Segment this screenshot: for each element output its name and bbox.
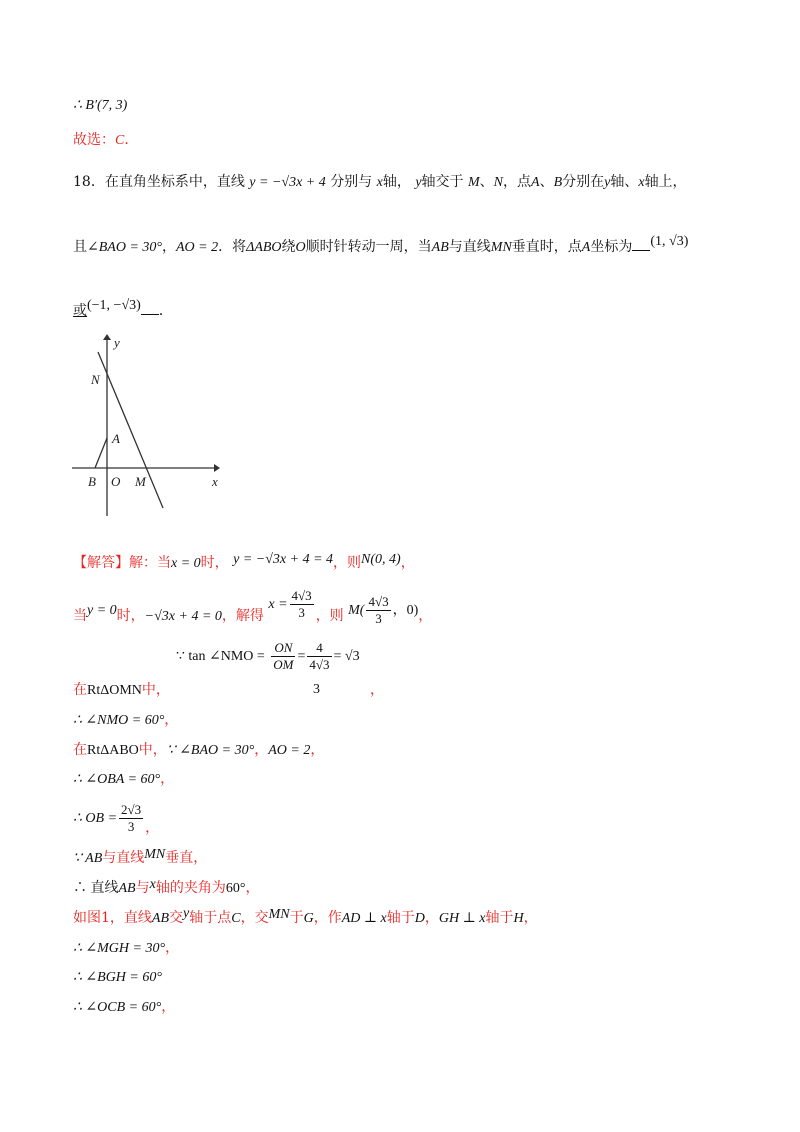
- solution-text: 交: [169, 910, 184, 926]
- fraction-denominator: 3: [127, 818, 135, 834]
- point-m-coords: [348, 592, 418, 629]
- line-mn: [98, 352, 163, 508]
- solution-tan-line: [176, 638, 360, 675]
- fraction-denominator: 3: [375, 610, 382, 626]
- segment-ab: AB: [118, 881, 136, 896]
- answer-2: (−1, −√3): [87, 298, 141, 313]
- math-expr: ∴ ∠OCB = 60°: [73, 1000, 162, 1015]
- var-y: y: [604, 175, 611, 190]
- question-text: 分别与: [330, 174, 373, 190]
- solution-text: 中，: [141, 682, 170, 698]
- solution-line-2: [73, 587, 433, 635]
- solution-text: 时，: [116, 608, 145, 624]
- math-expr: ∴ ∠OBA = 60°: [73, 772, 161, 787]
- solution-text: ，则: [315, 608, 344, 624]
- math-expr: ∵ ∠BAO = 30°: [166, 743, 255, 758]
- tan-comma: ，: [370, 682, 384, 698]
- solution-line-1: [73, 553, 415, 574]
- label-a: A: [112, 431, 120, 446]
- var-x: x: [376, 175, 383, 190]
- solution-line-4: [73, 680, 170, 701]
- triangle-abo: RtΔABO: [87, 743, 139, 758]
- solution-text: ，: [400, 555, 415, 571]
- label-b: B: [88, 474, 96, 489]
- fraction-on-om: [271, 640, 295, 673]
- question-text: 轴，: [382, 174, 411, 190]
- solution-text: ，: [165, 940, 180, 956]
- solution-text: 时，: [200, 555, 229, 571]
- var-x: x: [638, 175, 645, 190]
- tan-denominator-3: 3: [313, 682, 320, 697]
- var-x: x: [149, 877, 156, 892]
- coordinate-figure: [64, 330, 224, 520]
- triangle-omn: RtΔOMN: [87, 683, 142, 698]
- solution-text: 当: [73, 608, 87, 624]
- label-o: O: [111, 474, 121, 489]
- solution-text: ，交: [240, 910, 269, 926]
- math-expr: M(: [348, 603, 365, 618]
- point-m: M: [467, 175, 480, 190]
- math-expr: = √3: [333, 649, 360, 664]
- question-text: 垂直时，点: [511, 239, 582, 255]
- math-expr: y = −√3x + 4 = 4: [233, 552, 334, 567]
- question-text: 、: [539, 174, 554, 190]
- solution-text: 在: [73, 742, 87, 758]
- point-c: C: [231, 911, 241, 926]
- point-a: A: [531, 175, 540, 190]
- solution-text: ，: [254, 742, 269, 758]
- question-18-line-2: [73, 236, 688, 258]
- solution-line-7: [73, 769, 174, 790]
- solution-text: ，: [160, 771, 175, 787]
- fraction-numerator: 4: [307, 640, 331, 657]
- question-text: 、: [479, 174, 494, 190]
- fraction-4-over: [307, 640, 331, 673]
- conclusion-b-prime: ∴ B′(7, 3): [73, 98, 128, 113]
- solution-line-13: [73, 967, 162, 988]
- answer-prefix: 故选：: [73, 132, 115, 148]
- question-text: 18．在直角坐标系中，直线: [73, 174, 245, 190]
- solution-line-10: [73, 878, 259, 899]
- solution-text: 与直线: [102, 850, 145, 866]
- question-text: 轴上，: [644, 174, 687, 190]
- math-expr: GH ⊥ x: [438, 911, 486, 926]
- solution-text: 轴于: [386, 910, 415, 926]
- length-ao: AO = 2: [176, 240, 219, 255]
- math-expr: −√3x + 4 = 0: [144, 609, 222, 624]
- answer-1: (1, √3): [650, 234, 689, 249]
- question-text: 与直线: [448, 239, 491, 255]
- question-text: 顺时针转动一周，当: [305, 239, 432, 255]
- fraction-denominator: OM: [273, 656, 294, 672]
- point-b: B: [553, 175, 563, 190]
- label-n: N: [91, 372, 100, 387]
- question-text: 绕: [281, 239, 296, 255]
- math-expr: ∵ AB: [73, 851, 103, 866]
- solution-line-12: [73, 938, 179, 959]
- y-axis-arrow: [103, 334, 111, 340]
- solution-text: 轴于点: [189, 910, 232, 926]
- point-g: G: [303, 911, 314, 926]
- line-mn: MN: [144, 847, 166, 862]
- math-expr: ∴ OB =: [73, 811, 118, 826]
- triangle-abo: ΔABO: [246, 240, 282, 255]
- question-text: ，点: [503, 174, 531, 190]
- solution-text: 与: [135, 880, 150, 896]
- math-expr: x =: [268, 597, 288, 612]
- math-expr: ∴ ∠BGH = 60°: [73, 970, 162, 985]
- question-text: 分别在: [562, 174, 605, 190]
- solution-text: ，则: [333, 555, 362, 571]
- point-o: O: [295, 240, 306, 255]
- answer-or: 或: [73, 303, 87, 319]
- label-y: y: [114, 335, 120, 350]
- solution-text: ，解得: [221, 608, 264, 624]
- solution-line-6: [73, 740, 324, 761]
- solution-line-14: [73, 997, 175, 1018]
- solution-text: ，: [164, 712, 179, 728]
- angle-bao: ∠BAO = 30°: [87, 240, 162, 255]
- segment-ab: [95, 438, 107, 468]
- solution-line-5: [73, 710, 178, 731]
- solution-text: 于: [289, 910, 304, 926]
- solution-text: ，: [310, 742, 325, 758]
- fraction: [366, 594, 390, 627]
- fraction: [290, 588, 314, 621]
- math-expr: ∴ 直线: [73, 881, 119, 896]
- math-expr: y = 0: [87, 603, 117, 618]
- solution-text: 中，: [138, 742, 167, 758]
- math-expr: x = 0: [171, 556, 201, 571]
- solution-text: ，: [161, 999, 176, 1015]
- segment-ab: AB: [151, 911, 170, 926]
- solution-text: ，: [145, 820, 160, 836]
- question-text: 轴交于: [421, 174, 464, 190]
- math-expr: =: [297, 649, 306, 664]
- label-m: M: [135, 474, 146, 489]
- math-expr: ∴ ∠NMO = 60°: [73, 713, 165, 728]
- question-text: ．: [158, 303, 173, 319]
- fraction-numerator: ON: [271, 640, 295, 657]
- solution-line-8: [73, 800, 159, 837]
- var-y: y: [183, 906, 190, 921]
- fraction-numerator: 4√3: [291, 587, 312, 603]
- question-18-line-3: [73, 300, 173, 322]
- fraction-denominator: 3: [298, 604, 305, 620]
- var-y: y: [415, 175, 422, 190]
- solution-line-11: [73, 908, 538, 929]
- answer-blank: [632, 236, 650, 251]
- math-expr: AO = 2: [268, 743, 311, 758]
- point-d: D: [414, 911, 425, 926]
- math-expr: ∴ ∠MGH = 30°: [73, 941, 166, 956]
- line-mn: MN: [268, 907, 290, 922]
- solution-text: ，作: [313, 910, 342, 926]
- point-h: H: [513, 911, 524, 926]
- label-x: x: [212, 474, 218, 489]
- math-expr: ∵ tan ∠NMO =: [176, 649, 265, 664]
- question-text: ．将: [218, 239, 247, 255]
- answer-choice: C: [115, 133, 125, 148]
- answer-choice-line: [73, 130, 138, 151]
- solution-text: ，: [245, 880, 260, 896]
- answer-blank: [141, 300, 159, 315]
- point-n: N: [493, 175, 503, 190]
- solution-text: 在: [73, 682, 87, 698]
- point-a: A: [581, 240, 591, 255]
- question-18-line-1: [73, 172, 687, 193]
- solution-text: 垂直，: [165, 850, 208, 866]
- solution-text: 如图1，直线: [73, 910, 152, 926]
- answer-period: ．: [124, 132, 139, 148]
- math-expr: N(0, 4): [361, 552, 401, 567]
- math-expr: ，0): [392, 603, 419, 618]
- line-equation: y = −√3x + 4: [249, 175, 326, 190]
- question-text: ，: [162, 239, 176, 255]
- segment-ab: AB: [431, 240, 449, 255]
- solution-text: 【解答】解：当: [73, 555, 171, 571]
- fraction-numerator: 2√3: [121, 801, 142, 817]
- angle-value: 60°: [225, 881, 246, 896]
- line-mn: MN: [490, 240, 512, 255]
- solution-line-9: [73, 848, 207, 869]
- solution-text: ，: [424, 910, 439, 926]
- solution-text: ，: [523, 910, 538, 926]
- solution-text: 轴的夹角为: [155, 880, 226, 896]
- fraction-ob: [119, 802, 143, 835]
- fraction-numerator: 4√3: [368, 593, 389, 609]
- question-text: 且: [73, 239, 87, 255]
- solution-text: 轴于: [485, 910, 514, 926]
- question-text: 轴、: [610, 174, 639, 190]
- fraction-denominator: 4√3: [309, 656, 330, 672]
- math-expr: AD ⊥ x: [341, 911, 387, 926]
- solution-text: ，: [418, 608, 433, 624]
- fraction-x: [268, 586, 315, 623]
- x-axis-arrow: [214, 464, 220, 472]
- question-text: 坐标为: [590, 239, 633, 255]
